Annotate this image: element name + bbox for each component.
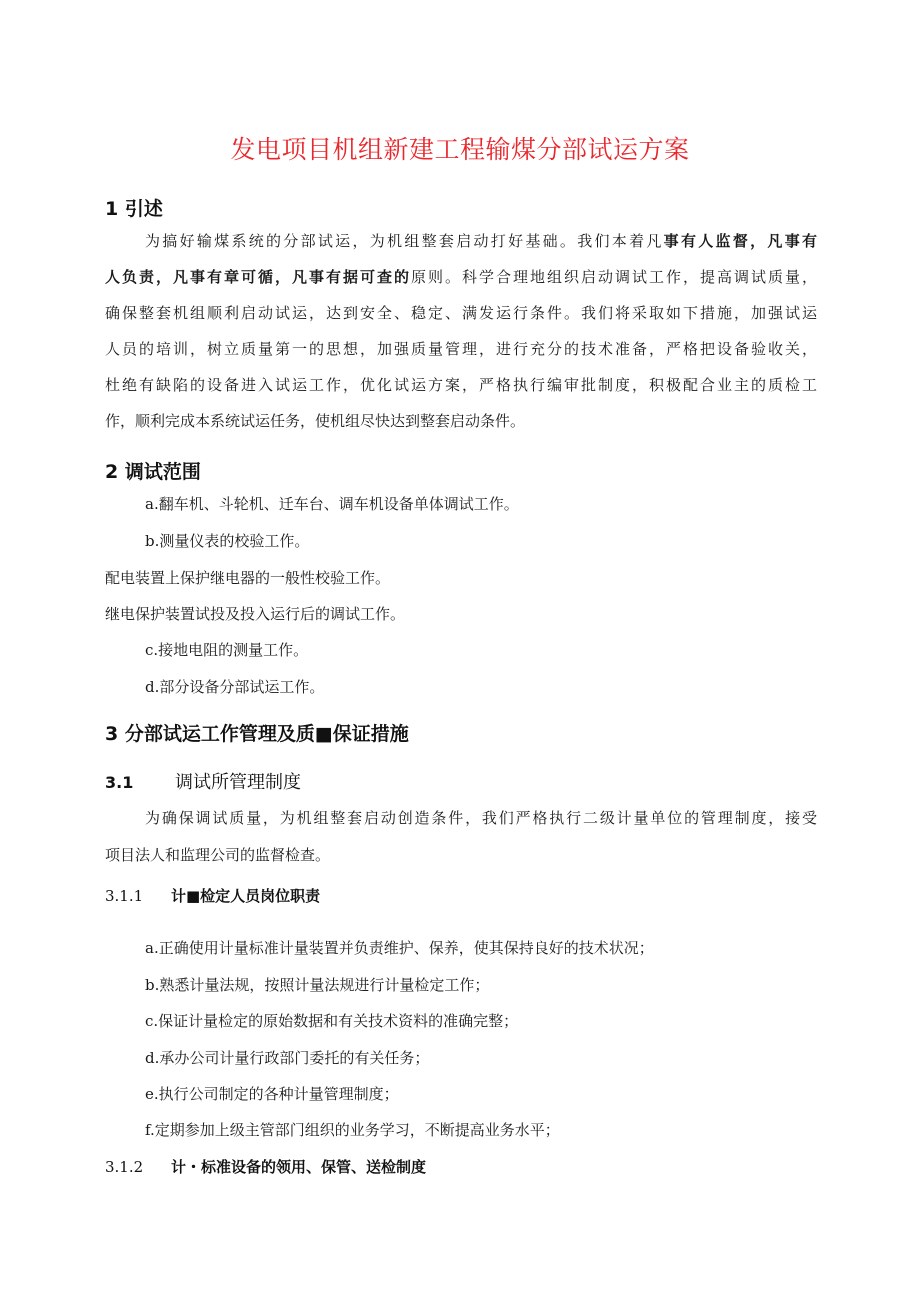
s311-item-d: d.承办公司计量行政部门委托的有关任务； [145, 1049, 430, 1067]
s1-line-4: 人员的培训，树立质量第一的思想，加强质量管理，进行充分的技术准备，严格把设备验收关， [105, 340, 817, 358]
s2-item-d: d.部分设备分部试运工作。 [145, 678, 325, 696]
section-3-1-1-heading: 3.1.1 计■检定人员岗位职责 [105, 887, 321, 905]
s311-item-c: c.保证计量检定的原始数据和有关技术资料的准确完整； [145, 1012, 519, 1030]
s311-item-f: f.定期参加上级主管部门组织的业务学习，不断提高业务水平； [145, 1121, 560, 1139]
s2-item-a: a.翻车机、斗轮机、迁车台、调车机设备单体调试工作。 [145, 495, 519, 513]
section-2-heading: 2 调试范围 [105, 461, 201, 483]
s1-line-2: 人负责，凡事有章可循，凡事有据可查的原则。科学合理地组织启动调试工作，提高调试质量， [105, 268, 817, 286]
s1-line-1: 为搞好输煤系统的分部试运，为机组整套启动打好基础。我们本着凡事有人监督，凡事有 [145, 232, 817, 250]
s31-line-1: 为确保调试质量，为机组整套启动创造条件，我们严格执行二级计量单位的管理制度，接受 [145, 809, 817, 827]
s311-item-a: a.正确使用计量标准计量装置并负责维护、保养，使其保持良好的技术状况； [145, 939, 654, 957]
s1-line-5: 杜绝有缺陷的设备进入试运工作，优化试运方案，严格执行编审批制度，积极配合业主的质检工 [105, 376, 817, 394]
section-1-heading: 1 引述 [105, 198, 163, 220]
s31-line-2: 项目法人和监理公司的监督检查。 [105, 846, 331, 864]
s1-line-3: 确保整套机组顺利启动试运，达到安全、稳定、满发运行条件。我们将采取如下措施，加强试运 [105, 304, 817, 322]
s1-line-6: 作，顺利完成本系统试运任务，使机组尽快达到整套启动条件。 [105, 412, 526, 430]
section-3-1-heading: 3.1 调试所管理制度 [105, 772, 301, 793]
s311-item-b: b.熟悉计量法规，按照计量法规进行计量检定工作； [145, 976, 490, 994]
document-title: 发电项目机组新建工程输煤分部试运方案 [230, 135, 690, 164]
s2-item-b: b.测量仪表的校验工作。 [145, 532, 310, 550]
s2-item-c: c.接地电阻的测量工作。 [145, 641, 309, 659]
section-3-heading: 3 分部试运工作管理及质■保证措施 [105, 723, 409, 745]
s311-item-e: e.执行公司制定的各种计量管理制度； [145, 1085, 399, 1103]
s2-item-protection: 继电保护装置试投及投入运行后的调试工作。 [105, 605, 406, 623]
section-3-1-2-heading: 3.1.2 计・标准设备的领用、保管、送检制度 [105, 1158, 427, 1176]
s2-item-relay: 配电装置上保护继电器的一般性校验工作。 [105, 569, 391, 587]
